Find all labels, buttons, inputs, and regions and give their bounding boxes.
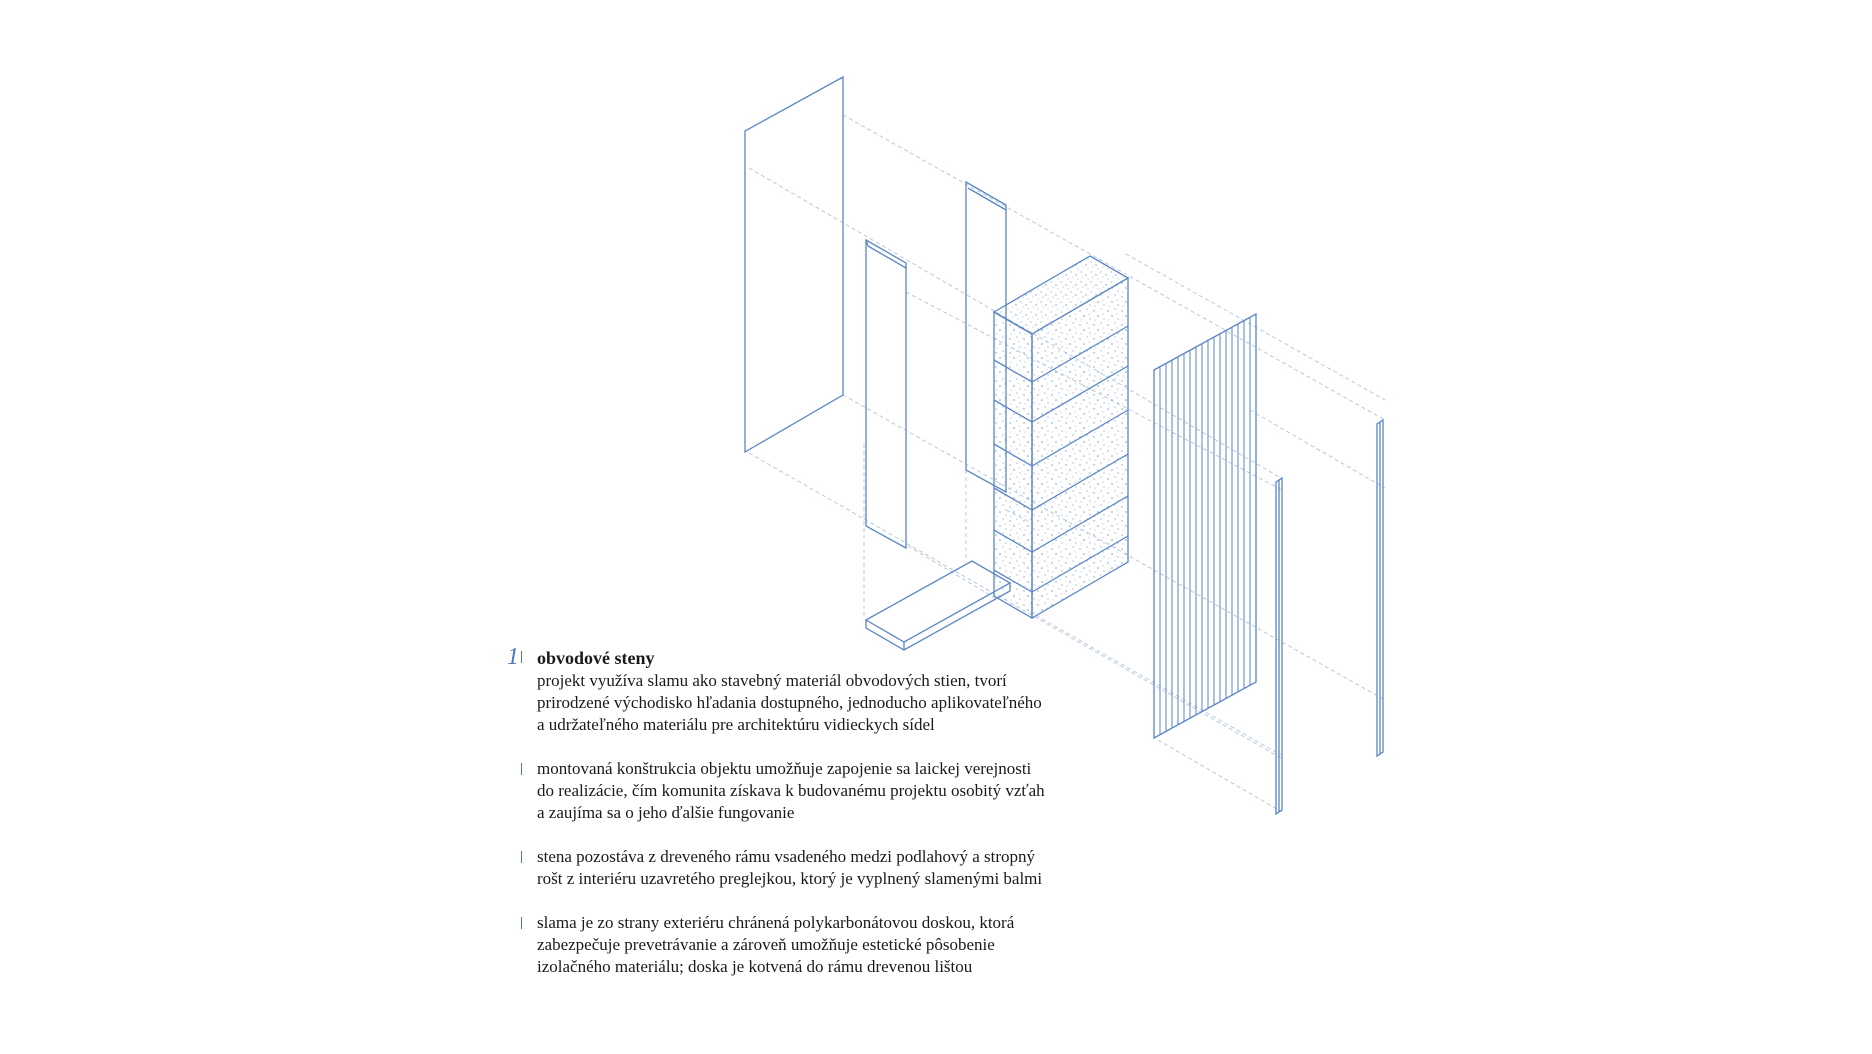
item-text: slama je zo strany exteriéru chránená polykarbonátovou doskou, ktorá zabezpečuje prevetrávanie a zároveň umožňuje estetické pôsobenie izolačného materiálu; doska je kotvená do rámu drevenou lištou [537,913,1015,976]
item-text: stena pozostáva z dreveného rámu vsadeného medzi podlahový a stropný rošt z interiéru uzavretého preglejkou, ktorý je vyplnený slamenými balmi [537,847,1043,888]
list-item [509,846,1149,890]
list-item [509,758,1149,824]
section-intro [509,646,1149,736]
description-block [509,646,1149,1000]
list-item [509,912,1149,978]
straw-bale-stack [994,256,1128,618]
plywood-board [745,77,843,452]
item-marker [521,763,522,775]
floor-plate [866,561,1010,650]
item-text: montovaná konštrukcia objektu umožňuje zapojenie sa laickej verejnosti do realizácie, čím komunita získava k budovanému projektu osobitý vzťah a zaujíma sa o jeho ďalšie fungovanie [537,759,1045,822]
item-marker [521,851,522,863]
section-intro-text: projekt využíva slamu ako stavebný materiál obvodových stien, tvorí prirodzené východisko hľadania dostupného, jednoducho aplikovateľného a udržateľného materiálu pre architektúru vidieckych sídel [537,671,1042,734]
section-number: 1 [507,644,519,670]
frame-post-left [866,240,906,548]
section-title: obvodové steny [537,648,655,668]
item-marker [521,917,522,929]
wooden-batten-back [1377,420,1383,756]
polycarbonate-board [1154,314,1256,738]
wooden-batten-front [1276,478,1282,814]
section-marker [521,651,522,663]
